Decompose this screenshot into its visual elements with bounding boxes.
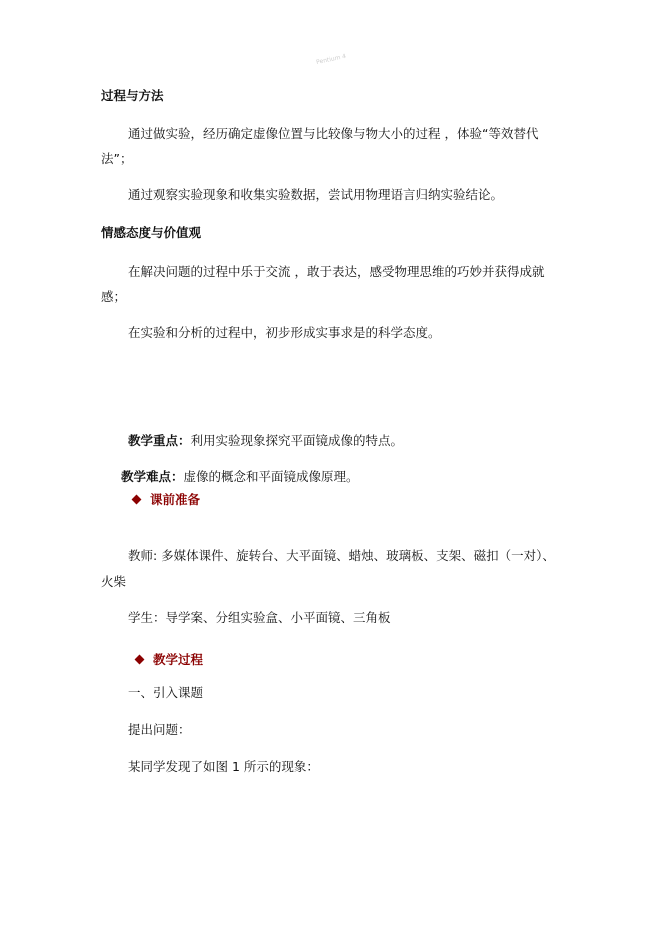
raise-question: 提出问题： bbox=[128, 722, 191, 737]
student-materials: 学生：导学案、分组实验盒、小平面镜、三角板 bbox=[128, 610, 391, 625]
attitude-paragraph-1-line-1: 在解决问题的过程中乐于交流 ，敢于表达，感受物理思维的巧妙并获得成就 bbox=[128, 264, 545, 279]
process-heading bbox=[136, 650, 203, 668]
teacher-materials-line-1: 教师: 多媒体课件、旋转台、大平面镜、蜡烛、玻璃板、支架、磁扣（一对）、 bbox=[128, 548, 555, 563]
diamond-bullet-icon bbox=[132, 495, 142, 505]
watermark: Pentium 4 bbox=[315, 52, 347, 67]
method-paragraph-1-line-1: 通过做实验，经历确定虚像位置与比较像与物大小的过程 ，体验“等效替代 bbox=[128, 126, 539, 141]
process-heading-text: 教学过程 bbox=[153, 652, 204, 667]
difficulty-text: 虚像的概念和平面镜成像原理。 bbox=[183, 469, 359, 484]
method-paragraph-2: 通过观察实验现象和收集实验数据，尝试用物理语言归纳实验结论。 bbox=[128, 187, 504, 202]
diamond-bullet-icon bbox=[135, 655, 145, 665]
key-point-text: 利用实验现象探究平面镜成像的特点。 bbox=[190, 433, 404, 448]
method-paragraph-1-line-2: 法”； bbox=[101, 151, 133, 166]
prep-heading bbox=[133, 490, 200, 508]
key-point-label: 教学重点： bbox=[128, 433, 191, 448]
step-introduce-topic: 一、引入课题 bbox=[128, 685, 204, 700]
prep-heading-text: 课前准备 bbox=[150, 492, 201, 507]
heading-process-method: 过程与方法 bbox=[101, 88, 164, 103]
observation-text: 某同学发现了如图 1 所示的现象： bbox=[128, 759, 319, 774]
difficulty-line bbox=[121, 467, 359, 485]
teacher-materials-line-2: 火柴 bbox=[101, 574, 127, 589]
attitude-paragraph-1-line-2: 感； bbox=[101, 289, 127, 304]
heading-attitude-values: 情感态度与价值观 bbox=[101, 225, 202, 240]
attitude-paragraph-2: 在实验和分析的过程中，初步形成实事求是的科学态度。 bbox=[128, 325, 441, 340]
difficulty-label: 教学难点： bbox=[121, 469, 184, 484]
key-point-line bbox=[128, 431, 403, 449]
